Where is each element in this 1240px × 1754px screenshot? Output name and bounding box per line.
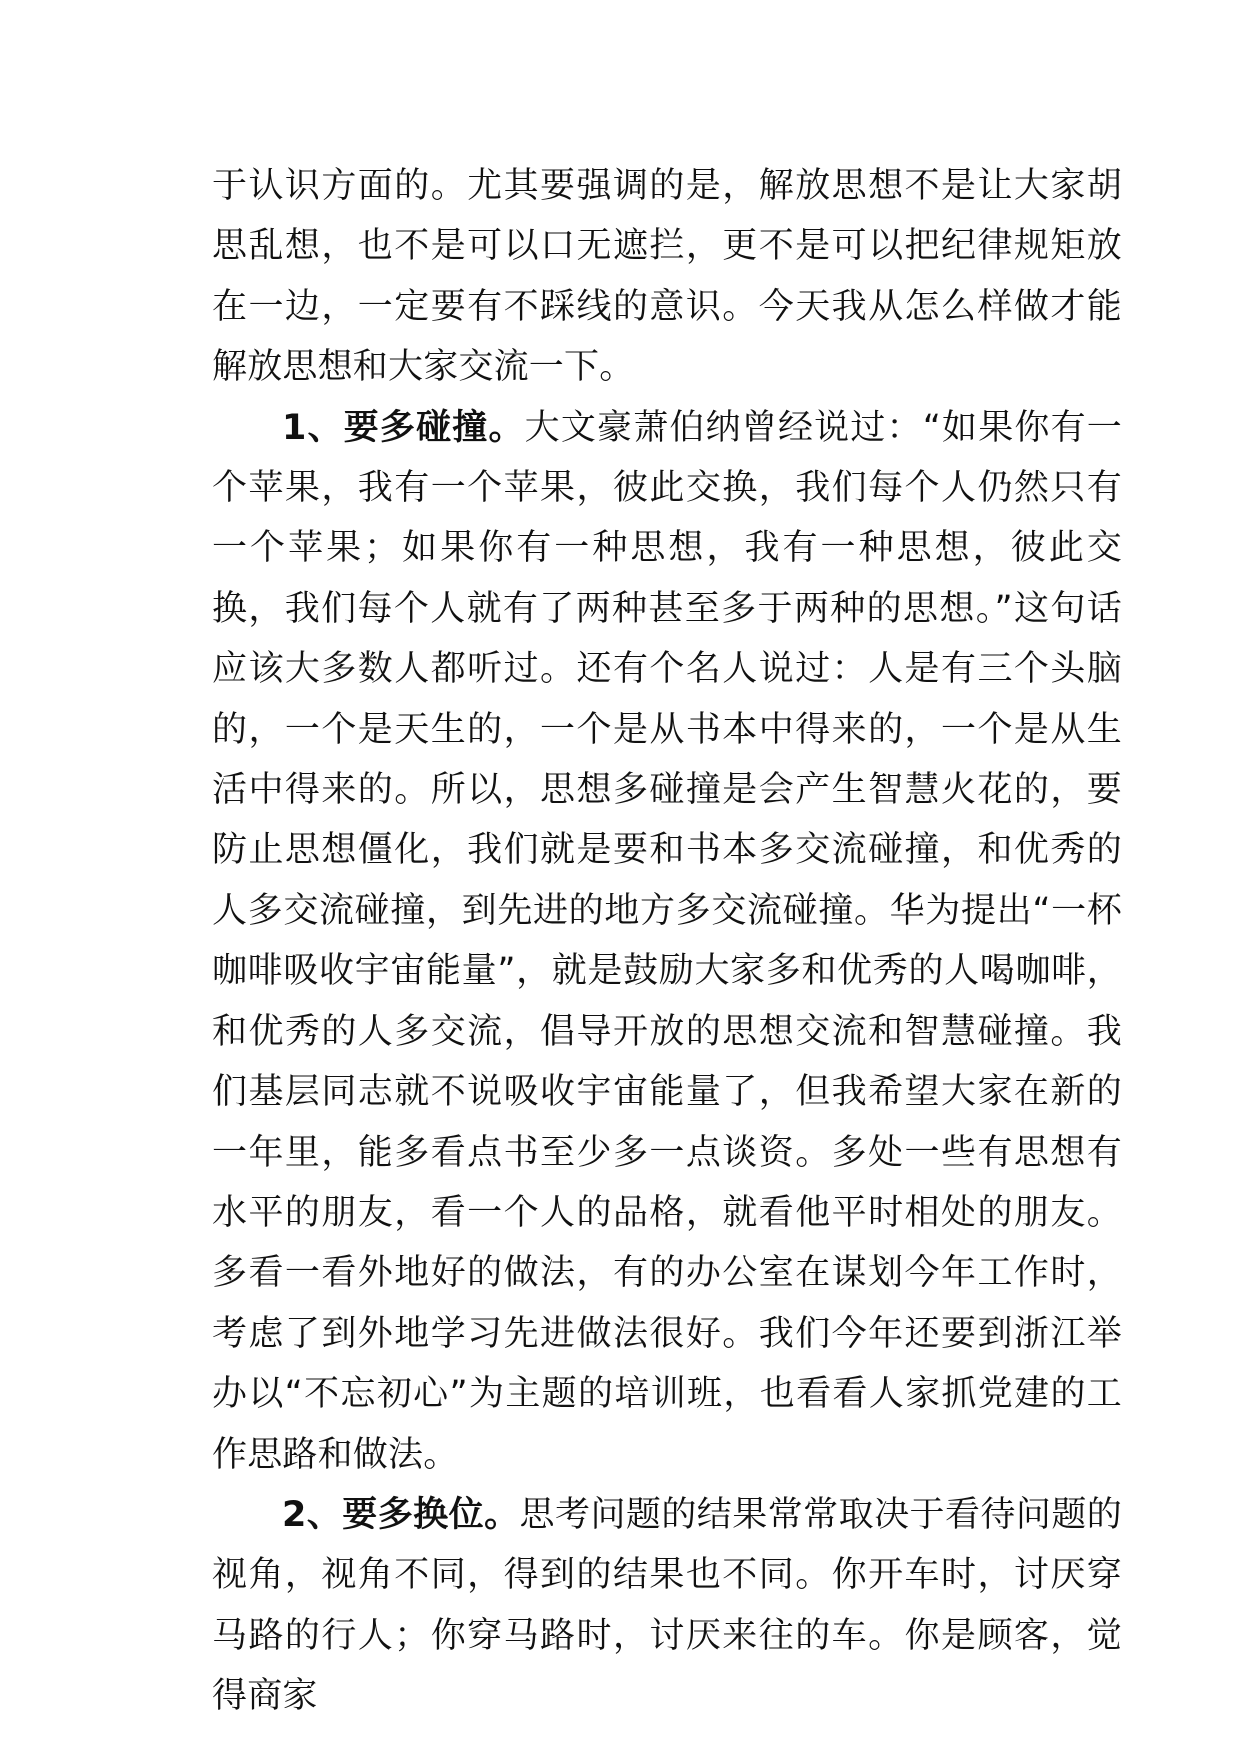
paragraph-heading: 1、要多碰撞。 <box>282 407 525 448</box>
paragraph-text: 思考问题的结果常常取决于看待问题的视角，视角不同，得到的结果也不同。你开车时，讨厌穿马路的行人；你穿马路时，讨厌来往的车。你是顾客，觉得商家 <box>212 1494 1122 1717</box>
paragraph-text: 大文豪萧伯纳曾经说过：“如果你有一个苹果，我有一个苹果，彼此交换，我们每个人仍然只有一个苹果；如果你有一种思想，我有一种思想，彼此交换，我们每个人就有了两种甚至多于两种的思想。”这句话应该大多数人都听过。还有个名人说过：人是有三个头脑的，一个是天生的，一个是从书本中得来的，一个是从生活中得来的。所以，思想多碰撞是会产生智慧火花的，要防止思想僵化，我们就是要和书本多交流碰撞，和优秀的人多交流碰撞，到先进的地方多交流碰撞。华为提出“一杯咖啡吸收宇宙能量”，就是鼓励大家多和优秀的人喝咖啡，和优秀的人多交流，倡导开放的思想交流和智慧碰撞。我们基层同志就不说吸收宇宙能量了，但我希望大家在新的一年里，能多看点书至少多一点谈资。多处一些有思想有水平的朋友，看一个人的品格，就看他平时相处的朋友。多看一看外地好的做法，有的办公室在谋划今年工作时，考虑了到外地学习先进做法很好。我们今年还要到浙江举办以“不忘初心”为主题的培训班，也看看人家抓党建的工作思路和做法。 <box>212 407 1122 1475</box>
paragraph-collision <box>212 398 1122 1485</box>
paragraph-heading: 2、要多换位。 <box>282 1494 520 1535</box>
paragraph-text: 于认识方面的。尤其要强调的是，解放思想不是让大家胡思乱想，也不是可以口无遮拦，更不是可以把纪律规矩放在一边，一定要有不踩线的意识。今天我从怎么样做才能解放思想和大家交流一下。 <box>212 166 1122 388</box>
paragraph-perspective <box>212 1485 1122 1727</box>
paragraph-intro <box>212 156 1122 398</box>
document-page <box>212 156 1122 1727</box>
